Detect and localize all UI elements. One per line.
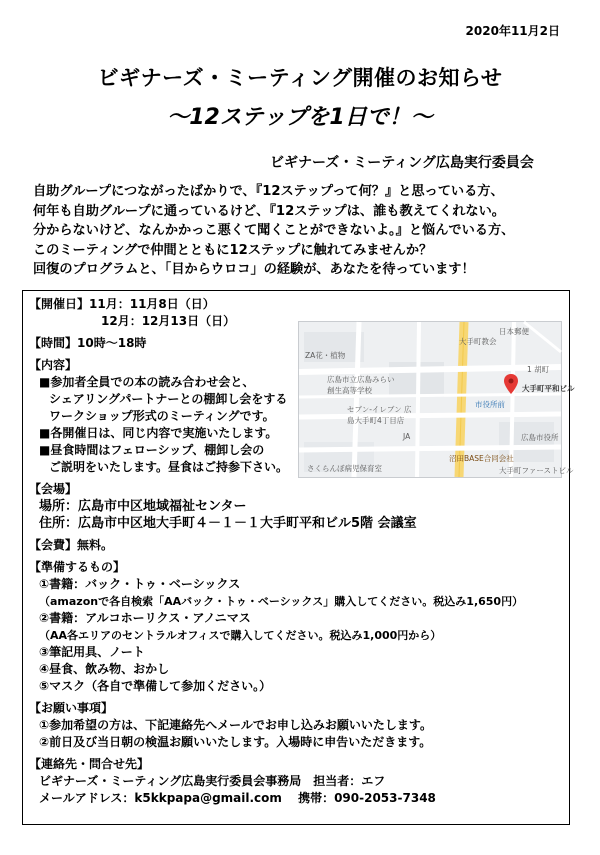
map-label: セブン-イレブン 広島大手町4丁目店 (347, 405, 412, 425)
prepare-item: ⑤マスク（各自で準備して参加ください。） (39, 679, 272, 693)
prepare-item: ④昼食、飲み物、おかし (39, 662, 170, 676)
venue-address: 住所：広島市中区地大手町４－１－１大手町平和ビル5階 会議室 (39, 516, 417, 531)
prepare-note: （AA各エリアのセントラルオフィスで購入してください。税込み1,000円から） (39, 629, 442, 642)
map-label: 広島市立広島みらい創生高等学校 (327, 375, 395, 395)
organizer-name: ビギナーズ・ミーティング広島実行委員会 (270, 155, 534, 171)
map-label: 市役所前 (475, 400, 505, 409)
content-line: ご説明をいたします。昼食はご持参下さい。 (49, 460, 289, 474)
intro-line: 回復のプログラムと、「目からウロコ」の経験が、あなたを待っています！ (33, 262, 475, 277)
prepare-item: ①書籍：バック・トゥ・ベーシックス (39, 577, 241, 591)
intro-line: 分からないけど、なんかかっこ悪くて聞くことができないよ。』と悩んでいる方、 (33, 223, 515, 238)
content-line: シェアリングパートナーとの棚卸し会をする (49, 392, 288, 406)
contact-office: ビギナーズ・ミーティング広島実行委員会事務局 担当者：エフ (39, 774, 386, 788)
time-value: 10時～18時 (77, 336, 147, 350)
content-line: ■昼食時間はフェローシップ、棚卸し会の (39, 443, 265, 457)
time-label: 【時間】 (29, 336, 78, 350)
intro-line: 何年も自助グループに通っているけど、『12ステップは、誰も教えてくれない。 (33, 203, 505, 219)
schedule-date-2: 12月：12月13日（日） (101, 314, 236, 328)
document-date: 2020年11月2日 (465, 24, 560, 38)
venue-place: 場所：広島市中区地域福祉センター (39, 499, 247, 514)
contact-label: 【連絡先・問合せ先】 (29, 757, 150, 771)
fee-row (29, 537, 523, 554)
map-label: ZA花・植物 (305, 351, 346, 360)
map-label: 大手町ファーストビル (499, 466, 574, 475)
map-streets (299, 322, 561, 477)
schedule-date-1: 11月：11月8日（日） (89, 297, 215, 311)
schedule-row (29, 296, 523, 313)
map-pin-shape (504, 374, 518, 394)
content-line: ワークショップ形式のミーティングです。 (49, 409, 275, 423)
contact-email-phone: メールアドレス：k5kkpapa@gmail.com 携帯：090-2053-7348 (39, 791, 436, 805)
map-label: 大手町教会 (459, 337, 497, 346)
intro-paragraph (33, 182, 578, 280)
prepare-item: ③筆記用具、ノート (39, 645, 145, 659)
requests-label: 【お願い事項】 (29, 701, 114, 715)
map-label: JA (403, 432, 411, 441)
intro-line: このミーティングで仲間とともに12ステップに触れてみませんか？ (33, 242, 433, 258)
details-box (22, 290, 575, 825)
content-line: ■参加者全員での本の読み合わせ会と、 (39, 375, 255, 389)
schedule-label: 【開催日】 (29, 297, 90, 311)
map-label: さくらんぼ病児保育室 (307, 464, 382, 473)
map-label: 1 胡町 (527, 365, 550, 374)
document-title: ビギナーズ・ミーティング開催のお知らせ (97, 66, 503, 90)
request-item: ①参加希望の方は、下記連絡先へメールでお申し込みお願いいたします。 (39, 718, 432, 732)
map-label: 沼田BASE合同会社 (449, 454, 514, 463)
document-subtitle: ～12ステップを1日で！～ (167, 105, 433, 130)
venue-label: 【会場】 (29, 482, 78, 496)
prepare-item: ②書籍：アルコホーリクス・アノニマス (39, 611, 251, 625)
location-map (298, 321, 575, 478)
map-label: 日本郵便 (499, 327, 529, 336)
content-line: ■各開催日は、同じ内容で実施いたします。 (39, 426, 278, 440)
map-pin-icon (504, 374, 518, 394)
intro-line: 自助グループにつながったばかりで、『12ステップって何？』と思っている方、 (33, 184, 504, 199)
prepare-label: 【準備するもの】 (29, 560, 126, 574)
request-item: ②前日及び当日朝の検温お願いいたします。入場時に申告いただきます。 (39, 735, 432, 749)
map-label: 大手町平和ビル (522, 384, 575, 393)
map-label: 広島市役所 (521, 433, 559, 442)
fee-value: 無料。 (77, 538, 114, 552)
content-label: 【内容】 (29, 358, 78, 372)
fee-label: 【会費】 (29, 538, 78, 552)
prepare-note: （amazonで各自検索「AAバック・トゥ・ベーシックス」購入してください。税込み1,650円） (39, 595, 524, 608)
